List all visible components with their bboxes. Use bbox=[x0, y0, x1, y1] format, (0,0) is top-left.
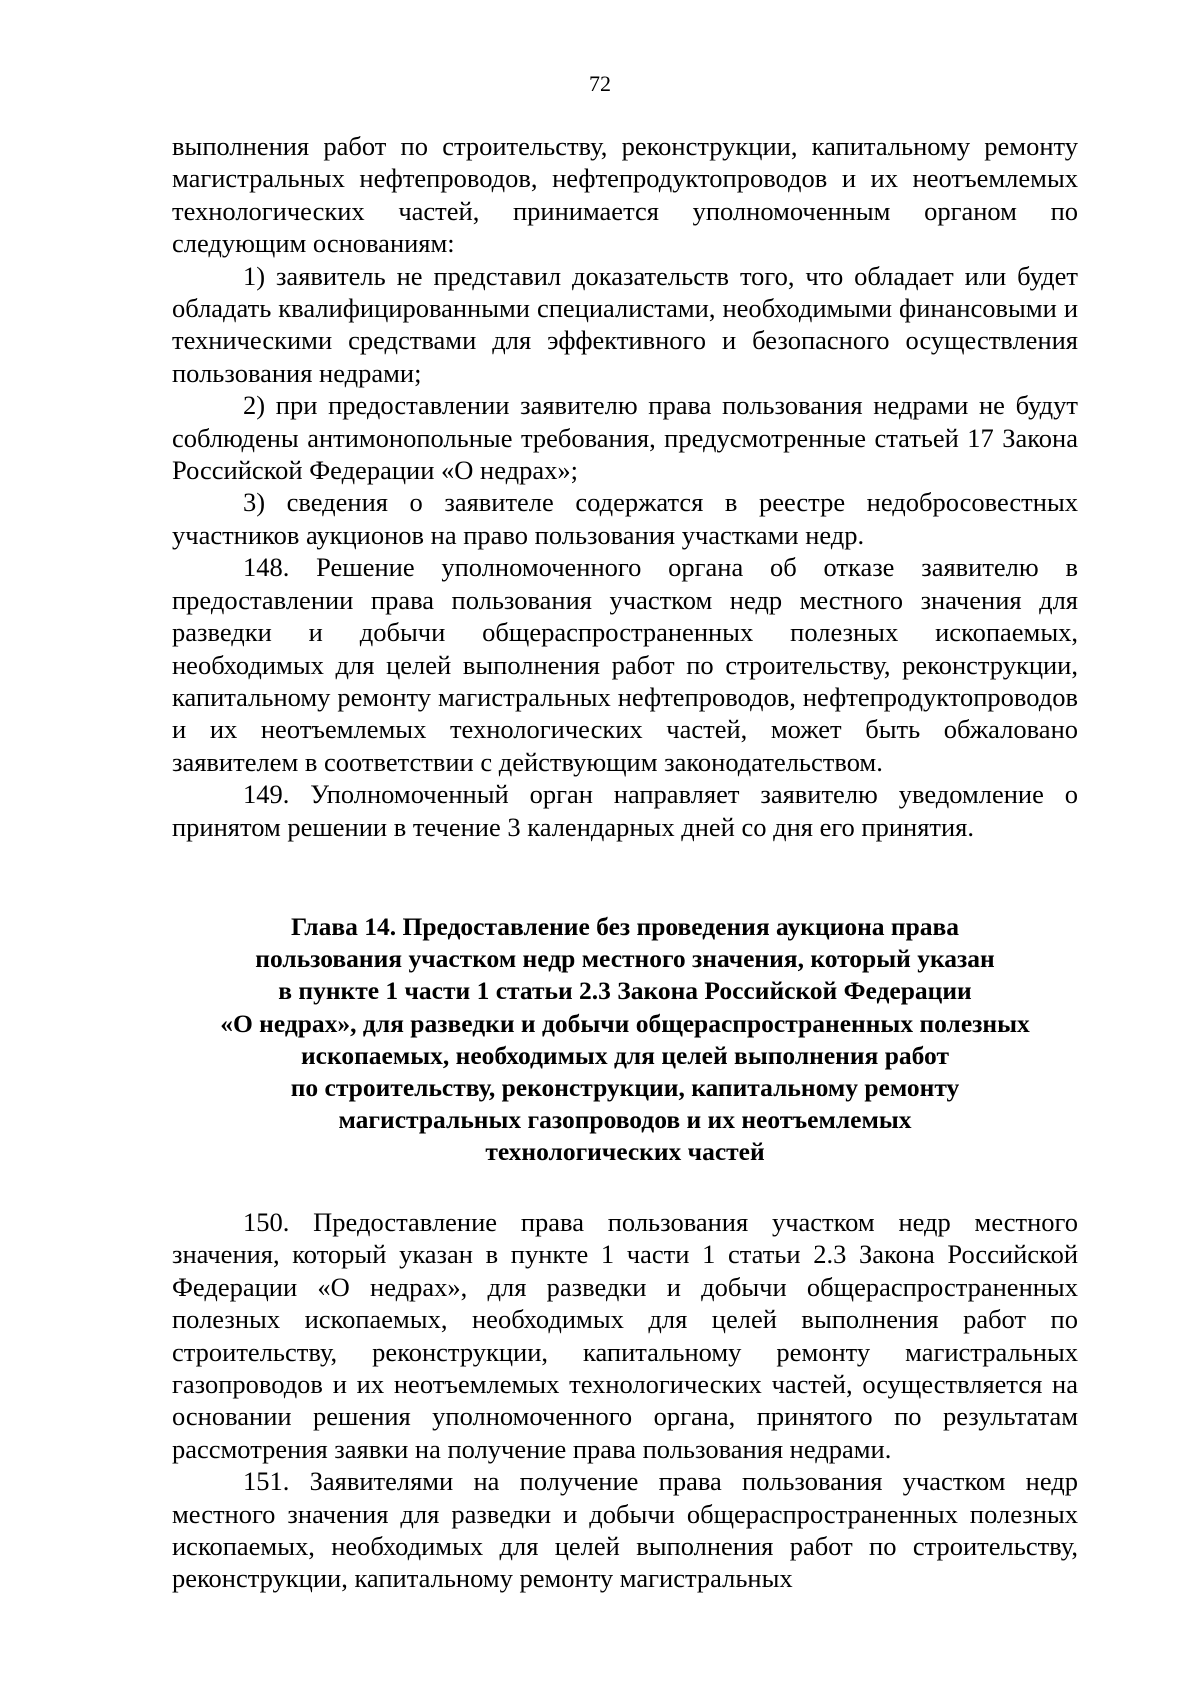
heading-line: «О недрах», для разведки и добычи общераспространенных полезных bbox=[220, 1008, 1030, 1038]
paragraph-ground-3: 3) сведения о заявителе содержатся в реестре недобросовестных участников аукционов на право пользования участками недр. bbox=[172, 487, 1078, 550]
bottom-text-block bbox=[172, 1206, 1078, 1595]
heading-line: по строительству, реконструкции, капитальному ремонту bbox=[290, 1073, 960, 1103]
heading-line: Глава 14. Предоставление без проведения аукциона права bbox=[290, 912, 960, 941]
paragraph-ground-2: 2) при предоставлении заявителю права пользования недрами не будут соблюдены антимонопольные требования, предусмотренные статьей 17 Закона Российской Федерации «О недрах»; bbox=[172, 390, 1078, 486]
heading-line: технологических частей bbox=[485, 1137, 765, 1167]
top-text-block bbox=[172, 130, 1078, 843]
paragraph-151: 151. Заявителями на получение права пользования участком недр местного значения для разведки и добычи общераспространенных полезных ископаемых, необходимых для целей выполнения работ по строительству, реконструкции, капитальному ремонту магистральных bbox=[172, 1466, 1078, 1594]
heading-line: магистральных газопроводов и их неотъемлемых bbox=[338, 1105, 912, 1135]
chapter-14-heading bbox=[172, 911, 1078, 1169]
heading-line: пользования участком недр местного значения, который указан bbox=[255, 944, 995, 974]
paragraph-147-continuation: выполнения работ по строительству, реконструкции, капитальному ремонту магистральных нефтепроводов, нефтепродуктопроводов и их неотъемлемых технологических частей, принимается уполномоченным органом по следующим основаниям: bbox=[172, 131, 1078, 259]
paragraph-148: 148. Решение уполномоченного органа об отказе заявителю в предоставлении права пользования участком недр местного значения для разведки и добычи общераспространенных полезных ископаемых, необходимых для целей выполнения работ по строительству, реконструкции, капитальному ремонту магистральных нефтепроводов, нефтепродуктопроводов и их неотъемлемых технологических частей, может быть обжаловано заявителем в соответствии с действующим законодательством. bbox=[172, 552, 1078, 777]
page-number: 72 bbox=[589, 71, 611, 96]
paragraph-150: 150. Предоставление права пользования участком недр местного значения, который указан в пункте 1 части 1 статьи 2.3 Закона Российской Федерации «О недрах», для разведки и добычи общераспространенных полезных ископаемых, необходимых для целей выполнения работ по строительству, реконструкции, капитальному ремонту магистральных газопроводов и их неотъемлемых технологических частей, осуществляется на основании решения уполномоченного органа, принятого по результатам рассмотрения заявки на получение права пользования недрами. bbox=[172, 1207, 1078, 1464]
paragraph-ground-1: 1) заявитель не представил доказательств того, что обладает или будет обладать квалифицированными специалистами, необходимыми финансовыми и техническими средствами для эффективного и безопасного осуществления пользования недрами; bbox=[172, 260, 1078, 388]
heading-line: ископаемых, необходимых для целей выполнения работ bbox=[300, 1040, 949, 1070]
paragraph-149: 149. Уполномоченный орган направляет заявителю уведомление о принятом решении в течение 3 календарных дней со дня его принятия. bbox=[172, 779, 1078, 842]
heading-line: в пункте 1 части 1 статьи 2.3 Закона Российской Федерации bbox=[278, 976, 972, 1006]
